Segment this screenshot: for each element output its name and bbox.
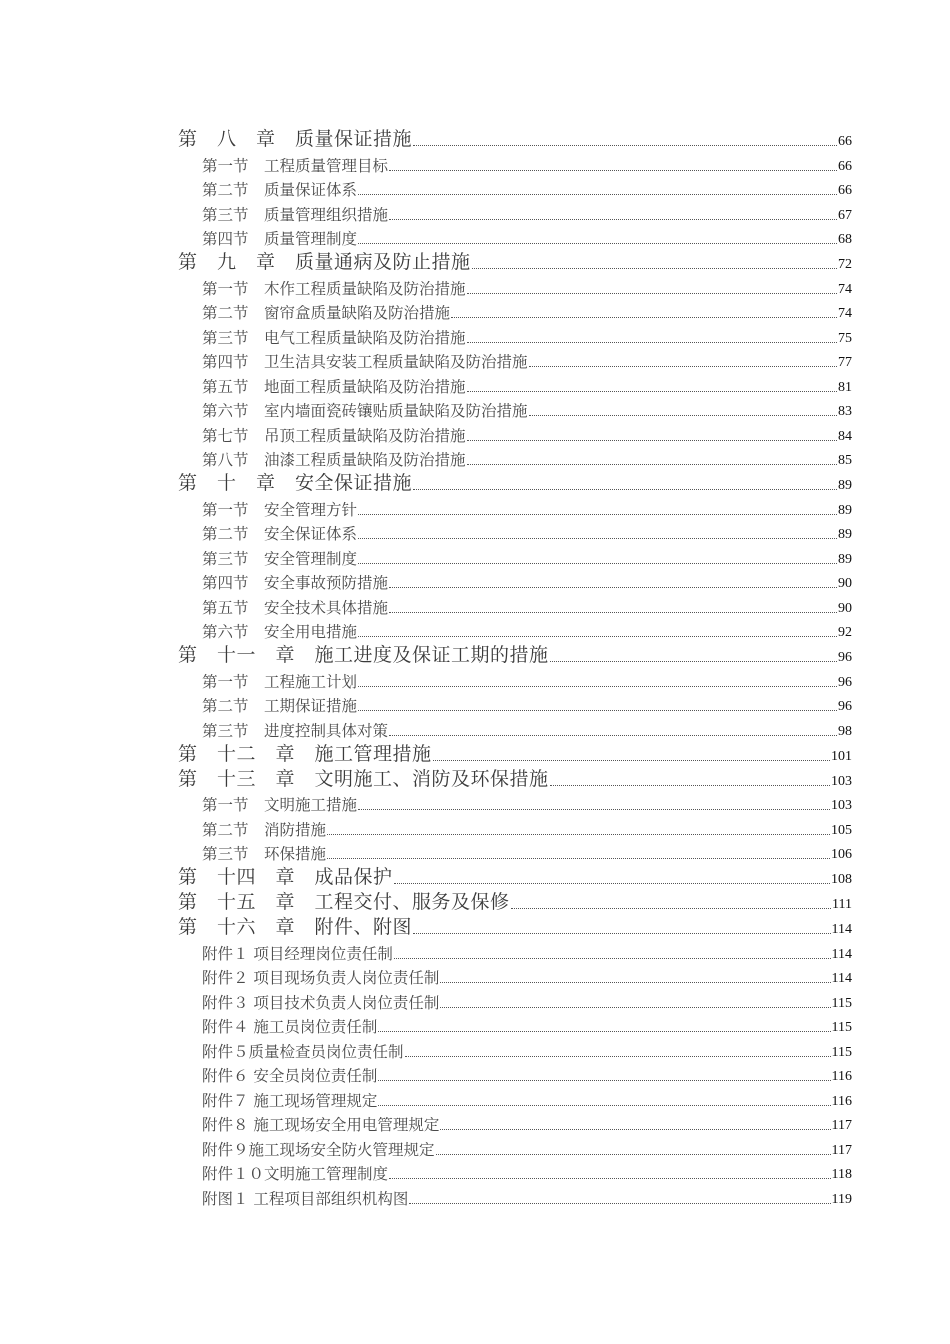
toc-section-entry[interactable] xyxy=(178,791,852,816)
toc-entry-title: 第二节 质量保证体系 xyxy=(202,181,358,199)
toc-entry-title: 第二节 工期保证措施 xyxy=(202,697,358,715)
toc-chapter-entry[interactable] xyxy=(178,470,852,495)
toc-entry-title: 第七节 吊顶工程质量缺陷及防治措施 xyxy=(202,426,466,445)
toc-entry-title: 第 十六 章 附件、附图 xyxy=(178,916,413,938)
toc-section-entry[interactable] xyxy=(178,200,852,225)
dot-leader xyxy=(358,710,837,711)
dot-leader xyxy=(378,1080,830,1081)
dot-leader xyxy=(378,1105,830,1106)
toc-entry-page-number: 119 xyxy=(831,1191,852,1207)
toc-entry-page-number: 81 xyxy=(838,379,852,395)
toc-entry-page-number: 89 xyxy=(838,527,852,542)
toc-entry-page-number: 90 xyxy=(838,576,852,591)
toc-entry-title: 第 十二 章 施工管理措施 xyxy=(178,742,432,765)
toc-section-entry[interactable] xyxy=(178,1160,852,1185)
toc-section-entry[interactable] xyxy=(178,1135,852,1160)
toc-entry-page-number: 96 xyxy=(838,650,852,665)
toc-entry-page-number: 74 xyxy=(838,281,852,297)
toc-section-entry[interactable] xyxy=(178,544,852,569)
toc-entry-title: 附件１ 项目经理岗位责任制 xyxy=(202,944,393,963)
toc-entry-title: 第三节 进度控制具体对策 xyxy=(202,721,389,740)
toc-entry-page-number: 111 xyxy=(832,897,852,912)
toc-section-entry[interactable] xyxy=(178,988,852,1013)
dot-leader xyxy=(358,243,837,244)
toc-entry-title: 第五节 地面工程质量缺陷及防治措施 xyxy=(202,377,466,396)
dot-leader xyxy=(511,908,832,909)
toc-chapter-entry[interactable] xyxy=(178,914,852,939)
toc-entry-page-number: 66 xyxy=(838,134,852,149)
toc-entry-title: 第一节 工程施工计划 xyxy=(202,672,358,691)
toc-section-entry[interactable] xyxy=(178,274,852,299)
toc-entry-page-number: 115 xyxy=(831,1044,852,1060)
toc-section-entry[interactable] xyxy=(178,569,852,594)
toc-entry-page-number: 103 xyxy=(831,798,852,813)
toc-entry-title: 第一节 安全管理方针 xyxy=(202,500,358,519)
toc-section-entry[interactable] xyxy=(178,692,852,717)
toc-entry-page-number: 77 xyxy=(838,355,852,370)
toc-entry-title: 附件９施工现场安全防火管理规定 xyxy=(202,1140,435,1159)
toc-entry-title: 附件７ 施工现场管理规定 xyxy=(202,1091,378,1110)
dot-leader xyxy=(529,366,837,367)
toc-entry-title: 第 十一 章 施工进度及保证工期的措施 xyxy=(178,644,549,666)
toc-entry-page-number: 103 xyxy=(831,773,852,789)
toc-entry-page-number: 108 xyxy=(831,872,852,887)
toc-entry-title: 第 九 章 质量通病及防止措施 xyxy=(178,251,471,273)
toc-entry-title: 第一节 工程质量管理目标 xyxy=(202,156,389,175)
toc-entry-page-number: 118 xyxy=(831,1167,852,1182)
dot-leader xyxy=(327,834,830,835)
toc-section-entry[interactable] xyxy=(178,593,852,618)
toc-entry-page-number: 66 xyxy=(838,183,852,198)
toc-entry-title: 第 八 章 质量保证措施 xyxy=(178,128,413,150)
toc-entry-title: 第三节 环保措施 xyxy=(202,845,327,863)
dot-leader xyxy=(327,858,830,859)
dot-leader xyxy=(389,170,837,171)
toc-entry-page-number: 98 xyxy=(838,723,852,739)
toc-entry-title: 第二节 安全保证体系 xyxy=(202,525,358,543)
dot-leader xyxy=(389,612,837,613)
toc-section-entry[interactable] xyxy=(178,176,852,201)
toc-section-entry[interactable] xyxy=(178,495,852,520)
toc-entry-title: 第三节 质量管理组织措施 xyxy=(202,205,389,224)
toc-entry-page-number: 106 xyxy=(831,847,852,862)
toc-entry-page-number: 74 xyxy=(838,306,852,321)
dot-leader xyxy=(358,563,837,564)
dot-leader xyxy=(389,587,837,588)
toc-section-entry[interactable] xyxy=(178,421,852,446)
toc-entry-page-number: 96 xyxy=(838,674,852,690)
toc-chapter-entry[interactable] xyxy=(178,766,852,791)
toc-entry-title: 第一节 文明施工措施 xyxy=(202,796,358,814)
toc-entry-title: 第五节 安全技术具体措施 xyxy=(202,598,389,617)
toc-section-entry[interactable] xyxy=(178,716,852,741)
toc-section-entry[interactable] xyxy=(178,964,852,989)
dot-leader xyxy=(440,1007,830,1008)
toc-entry-title: 第四节 卫生洁具安装工程质量缺陷及防治措施 xyxy=(202,353,528,371)
toc-entry-title: 第四节 质量管理制度 xyxy=(202,230,358,248)
toc-entry-title: 第二节 窗帘盒质量缺陷及防治措施 xyxy=(202,304,451,322)
toc-entry-page-number: 115 xyxy=(831,995,852,1011)
toc-chapter-entry[interactable] xyxy=(178,864,852,889)
dot-leader xyxy=(440,1129,830,1130)
dot-leader xyxy=(378,1031,830,1032)
toc-entry-page-number: 89 xyxy=(838,551,852,567)
toc-entry-page-number: 89 xyxy=(838,478,852,493)
toc-entry-title: 第 十三 章 文明施工、消防及环保措施 xyxy=(178,767,549,790)
toc-section-entry[interactable] xyxy=(178,1062,852,1087)
toc-entry-title: 附件１０文明施工管理制度 xyxy=(202,1165,389,1183)
toc-section-entry[interactable] xyxy=(178,151,852,176)
dot-leader xyxy=(467,391,837,392)
dot-leader xyxy=(358,809,830,810)
toc-section-entry[interactable] xyxy=(178,520,852,545)
toc-entry-page-number: 114 xyxy=(831,946,852,962)
dot-leader xyxy=(405,1056,831,1057)
toc-entry-title: 第三节 安全管理制度 xyxy=(202,549,358,568)
toc-section-entry[interactable] xyxy=(178,372,852,397)
dot-leader xyxy=(358,538,837,539)
toc-section-entry[interactable] xyxy=(178,1037,852,1062)
dot-leader xyxy=(451,317,837,318)
dot-leader xyxy=(433,760,830,761)
dot-leader xyxy=(529,415,837,416)
toc-section-entry[interactable] xyxy=(178,1111,852,1136)
dot-leader xyxy=(436,1154,831,1155)
dot-leader xyxy=(389,735,837,736)
toc-entry-page-number: 67 xyxy=(838,207,852,223)
toc-entry-title: 第三节 电气工程质量缺陷及防治措施 xyxy=(202,328,466,347)
toc-entry-title: 第 十五 章 工程交付、服务及保修 xyxy=(178,891,510,913)
toc-entry-title: 附件６ 安全员岗位责任制 xyxy=(202,1067,378,1085)
dot-leader xyxy=(394,883,830,884)
toc-section-entry[interactable] xyxy=(178,446,852,471)
toc-section-entry[interactable] xyxy=(178,1013,852,1038)
toc-entry-title: 第四节 安全事故预防措施 xyxy=(202,574,389,592)
toc-entry-page-number: 116 xyxy=(831,1093,852,1109)
toc-chapter-entry[interactable] xyxy=(178,126,852,151)
toc-entry-page-number: 83 xyxy=(838,404,852,419)
toc-entry-page-number: 117 xyxy=(831,1118,852,1133)
toc-chapter-entry[interactable] xyxy=(178,249,852,274)
toc-entry-title: 附件８ 施工现场安全用电管理规定 xyxy=(202,1116,440,1134)
toc-entry-title: 第六节 室内墙面瓷砖镶贴质量缺陷及防治措施 xyxy=(202,402,528,420)
toc-entry-page-number: 117 xyxy=(831,1142,852,1158)
toc-entry-page-number: 89 xyxy=(838,502,852,518)
toc-entry-title: 第二节 消防措施 xyxy=(202,820,327,839)
toc-entry-page-number: 96 xyxy=(838,699,852,714)
dot-leader xyxy=(467,293,837,294)
toc-section-entry[interactable] xyxy=(178,1184,852,1209)
toc-entry-page-number: 105 xyxy=(831,822,852,838)
dot-leader xyxy=(358,194,837,195)
toc-entry-title: 附件５质量检查员岗位责任制 xyxy=(202,1042,404,1061)
toc-entry-title: 附件２ 项目现场负责人岗位责任制 xyxy=(202,969,440,987)
toc-entry-title: 附图１ 工程项目部组织机构图 xyxy=(202,1189,409,1208)
toc-entry-page-number: 84 xyxy=(838,428,852,444)
dot-leader xyxy=(413,933,831,934)
toc-entry-title: 第六节 安全用电措施 xyxy=(202,623,358,641)
toc-entry-page-number: 92 xyxy=(838,625,852,640)
dot-leader xyxy=(467,342,837,343)
toc-section-entry[interactable] xyxy=(178,667,852,692)
toc-entry-page-number: 66 xyxy=(838,158,852,174)
toc-entry-title: 第 十 章 安全保证措施 xyxy=(178,472,413,494)
toc-entry-page-number: 114 xyxy=(831,971,852,986)
toc-section-entry[interactable] xyxy=(178,815,852,840)
dot-leader xyxy=(389,219,837,220)
dot-leader xyxy=(394,958,831,959)
dot-leader xyxy=(358,514,837,515)
toc-chapter-entry[interactable] xyxy=(178,741,852,766)
toc-section-entry[interactable] xyxy=(178,323,852,348)
dot-leader xyxy=(413,489,837,490)
dot-leader xyxy=(358,636,837,637)
toc-entry-page-number: 116 xyxy=(831,1069,852,1084)
toc-section-entry[interactable] xyxy=(178,618,852,643)
toc-section-entry[interactable] xyxy=(178,840,852,865)
toc-section-entry[interactable] xyxy=(178,299,852,324)
toc-entry-page-number: 68 xyxy=(838,232,852,247)
toc-entry-page-number: 72 xyxy=(838,257,852,272)
toc-entry-page-number: 90 xyxy=(838,600,852,616)
toc-entry-page-number: 114 xyxy=(831,922,852,937)
dot-leader xyxy=(467,440,837,441)
toc-entry-page-number: 75 xyxy=(838,330,852,346)
dot-leader xyxy=(467,464,837,465)
toc-chapter-entry[interactable] xyxy=(178,642,852,667)
dot-leader xyxy=(472,268,837,269)
toc-entry-title: 附件４ 施工员岗位责任制 xyxy=(202,1018,378,1036)
toc-entry-title: 第一节 木作工程质量缺陷及防治措施 xyxy=(202,279,466,298)
toc-section-entry[interactable] xyxy=(178,225,852,250)
toc-entry-title: 第八节 油漆工程质量缺陷及防治措施 xyxy=(202,451,466,469)
table-of-contents xyxy=(178,126,852,1209)
toc-entry-page-number: 101 xyxy=(831,748,852,764)
toc-section-entry[interactable] xyxy=(178,1086,852,1111)
toc-entry-title: 第 十四 章 成品保护 xyxy=(178,866,393,888)
toc-entry-page-number: 115 xyxy=(831,1020,852,1035)
toc-entry-title: 附件３ 项目技术负责人岗位责任制 xyxy=(202,993,440,1012)
dot-leader xyxy=(358,686,837,687)
dot-leader xyxy=(409,1203,830,1204)
dot-leader xyxy=(413,145,837,146)
dot-leader xyxy=(440,982,830,983)
toc-entry-page-number: 85 xyxy=(838,453,852,468)
toc-chapter-entry[interactable] xyxy=(178,889,852,914)
toc-section-entry[interactable] xyxy=(178,348,852,373)
dot-leader xyxy=(550,661,837,662)
toc-section-entry[interactable] xyxy=(178,397,852,422)
dot-leader xyxy=(550,785,830,786)
dot-leader xyxy=(389,1178,831,1179)
toc-section-entry[interactable] xyxy=(178,939,852,964)
